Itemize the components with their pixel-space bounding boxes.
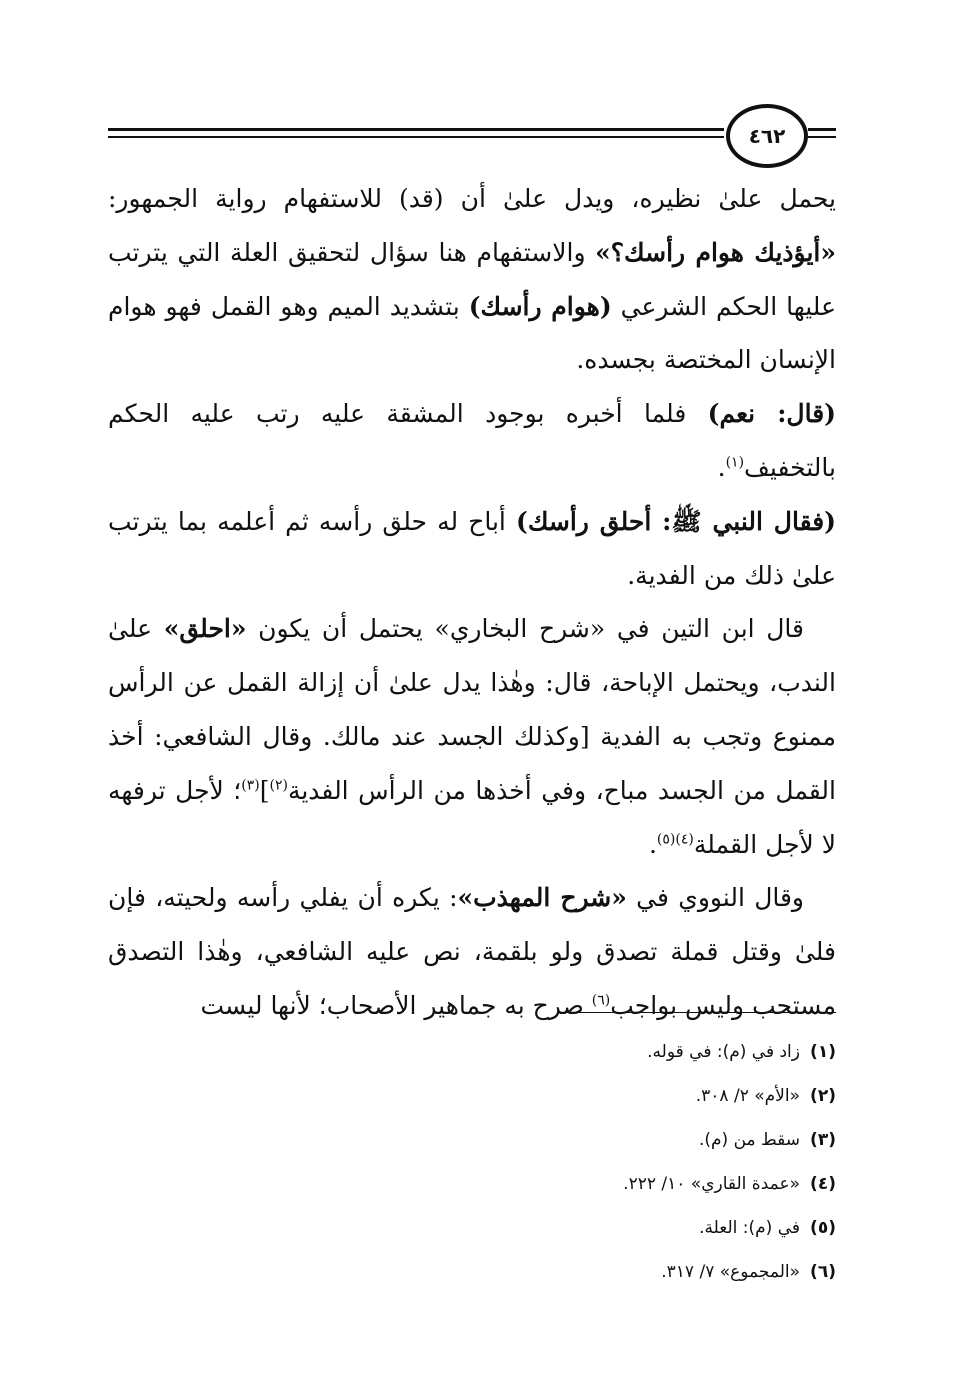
footnote (108, 1250, 836, 1294)
text-run: فلما أخبره بوجود المشقة عليه رتب عليه الحكم بالتخفيف (108, 399, 836, 482)
footnote-ref[interactable]: (٢) (269, 777, 288, 794)
footnote-separator (563, 1012, 836, 1013)
bold-run: (فقال النبي ﷺ: أحلق رأسك) (516, 506, 837, 536)
text-run: قال ابن التين في «شرح البخاري» يحتمل أن يكون (246, 614, 804, 644)
footnotes (108, 1030, 836, 1294)
paragraph (108, 172, 836, 387)
footnote-number: (٢) (810, 1086, 836, 1106)
footnote (108, 1206, 836, 1250)
text-run: ] (259, 775, 270, 805)
text-run: وقال النووي في (626, 883, 805, 913)
page-header (108, 104, 836, 168)
footnote-ref[interactable]: (١) (725, 454, 745, 471)
text-run: : يكره أن يفلي رأسه ولحيته، فإن فلىٰ وقتل قملة تصدق ولو بلقمة، نص عليه الشافعي، وهٰذا التصدق مستحب وليس بواجب (108, 883, 836, 1020)
footnote-text: زاد في (م): في قوله. (647, 1042, 800, 1062)
footnote (108, 1162, 836, 1206)
footnote-ref[interactable]: (٣) (241, 777, 260, 794)
footnote (108, 1030, 836, 1074)
text-run: يحمل علىٰ نظيره، ويدل علىٰ أن (قد) للاستفهام رواية الجمهور: (108, 184, 836, 213)
text-run: علىٰ الندب، ويحتمل الإباحة، قال: وهٰذا يدل علىٰ أن إزالة القمل عن الرأس ممنوع وتجب به الفدية [وكذلك الجسد عند مالك. وقال الشافعي: أخذ القمل من الجسد مباح، وفي أخذها من الرأس الفدية (108, 614, 836, 805)
footnote-ref[interactable]: (٦) (591, 992, 611, 1009)
footnote-text: «عمدة القاري» ١٠/ ٢٢٢. (623, 1174, 800, 1194)
footnote (108, 1118, 836, 1162)
bold-run: «احلق» (163, 614, 247, 644)
body-text (108, 172, 836, 1033)
bold-run: (قال: نعم) (707, 399, 836, 429)
paragraph (108, 602, 836, 871)
paragraph (108, 871, 836, 1032)
footnote-text: في (م): العلة. (699, 1218, 800, 1238)
text-run: أباح له حلق رأسه ثم أعلمه بما يترتب علىٰ ذلك من الفدية. (108, 506, 836, 590)
text-run: بتشديد الميم وهو القمل فهو هوام الإنسان المختصة بجسده. (108, 291, 836, 375)
footnote-ref[interactable]: (٤) (675, 831, 694, 848)
bold-run: (هوام رأسك) (468, 291, 612, 321)
header-rule (808, 128, 836, 131)
header-rule (108, 136, 724, 138)
bold-run: «شرح المهذب» (457, 883, 627, 913)
footnote-text: سقط من (م). (698, 1130, 800, 1150)
text-run: . (648, 829, 657, 859)
header-rule (108, 128, 724, 131)
paragraph (108, 387, 836, 495)
footnote-number: (٣) (810, 1130, 836, 1150)
text-run: . (717, 452, 726, 482)
footnote-number: (٤) (810, 1174, 836, 1194)
bold-run: «أيؤذيك هوام رأسك؟» (595, 237, 836, 267)
page-number: ٤٦٢ (726, 104, 808, 168)
footnote-text: «المجموع» ٧/ ٣١٧. (661, 1262, 800, 1282)
footnote-number: (١) (810, 1042, 836, 1062)
text-run: والاستفهام هنا سؤال لتحقيق العلة التي يترتب عليها الحكم الشرعي (108, 237, 836, 321)
footnote (108, 1074, 836, 1118)
text-run: ؛ لأجل ترفهه لا لأجل القملة (108, 775, 836, 859)
footnote-text: «الأم» ٢/ ٣٠٨. (695, 1086, 800, 1106)
text-run: صرح به جماهير الأصحاب؛ لأنها ليست (200, 990, 592, 1020)
footnote-number: (٥) (810, 1218, 836, 1238)
paragraph (108, 495, 836, 603)
header-rule (808, 136, 836, 138)
footnote-ref[interactable]: (٥) (656, 831, 676, 848)
footnote-number: (٦) (810, 1262, 836, 1282)
